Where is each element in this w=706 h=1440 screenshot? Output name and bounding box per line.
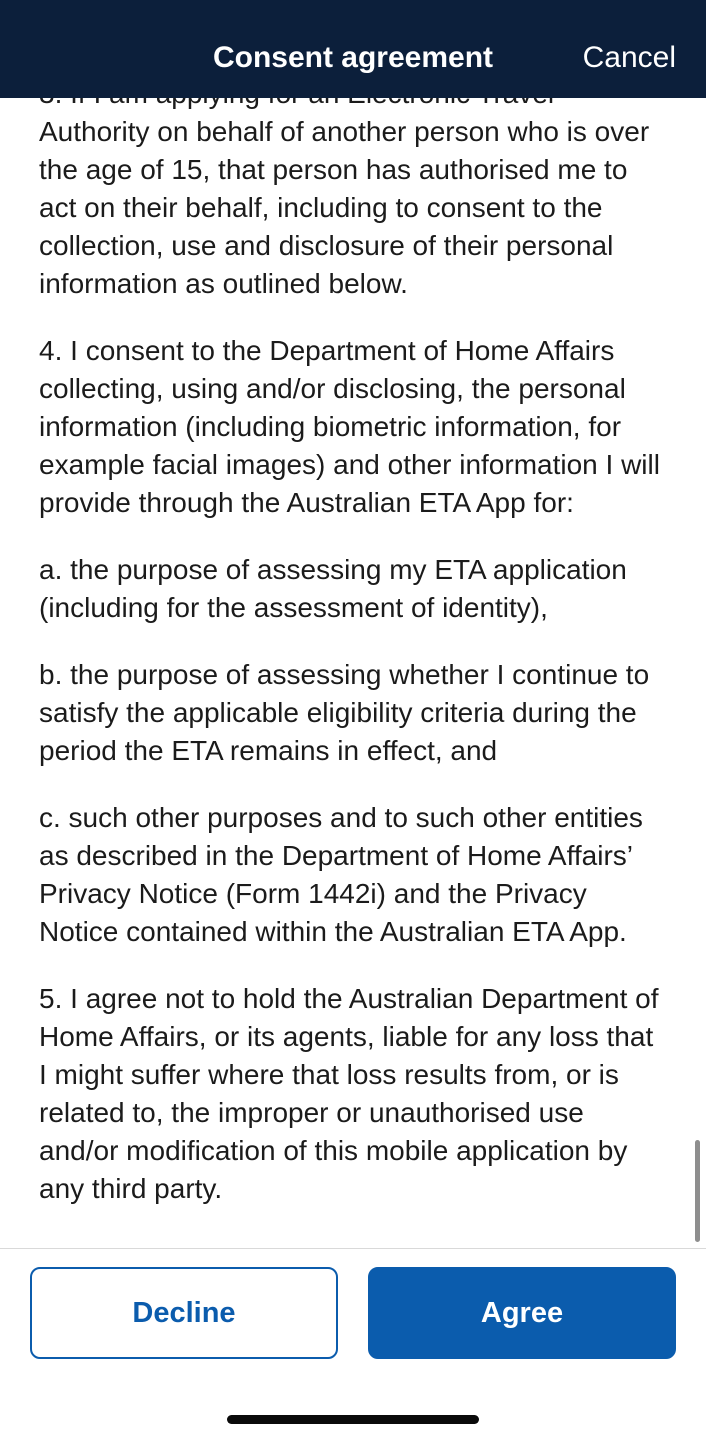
consent-text-scroll-area[interactable]: [0, 98, 706, 1248]
scrollbar[interactable]: [695, 1140, 700, 1242]
page-title: Consent agreement: [212, 41, 494, 74]
cancel-button[interactable]: Cancel: [583, 38, 676, 78]
home-indicator: [227, 1415, 479, 1424]
consent-paragraph-4: 4. I consent to the Department of Home Affairs collecting, using and/or disclosing, the personal information (including biometric information, for example facial images) and other information I will provide through the Australian ETA App for:: [39, 335, 660, 518]
consent-paragraph-4a: a. the purpose of assessing my ETA application (including for the assessment of identity),: [39, 554, 627, 623]
consent-paragraph-4b: b. the purpose of assessing whether I continue to satisfy the applicable eligibility criteria during the period the ETA remains in effect, and: [39, 659, 650, 766]
footer-divider: [0, 1248, 706, 1249]
decline-button[interactable]: Decline: [30, 1267, 338, 1359]
consent-paragraph-5: 5. I agree not to hold the Australian Department of Home Affairs, or its agents, liable for any loss that I might suffer where that loss results from, or is related to, the improper or unauthorised use and/or modification of this mobile application by any third party.: [39, 983, 659, 1204]
consent-text-body: [39, 75, 667, 1237]
consent-paragraph-4c: c. such other purposes and to such other entities as described in the Department of Home Affairs’ Privacy Notice (Form 1442i) and the Privacy Notice contained within the Australian ETA App.: [39, 802, 643, 947]
agree-button[interactable]: Agree: [368, 1267, 676, 1359]
navigation-bar: [0, 0, 706, 98]
consent-paragraph-3: Authority on behalf of another person who is over the age of 15, that person has authorised me to act on their behalf, including to consent to the collection, use and disclosure of their personal information as outlined below.: [39, 116, 650, 299]
